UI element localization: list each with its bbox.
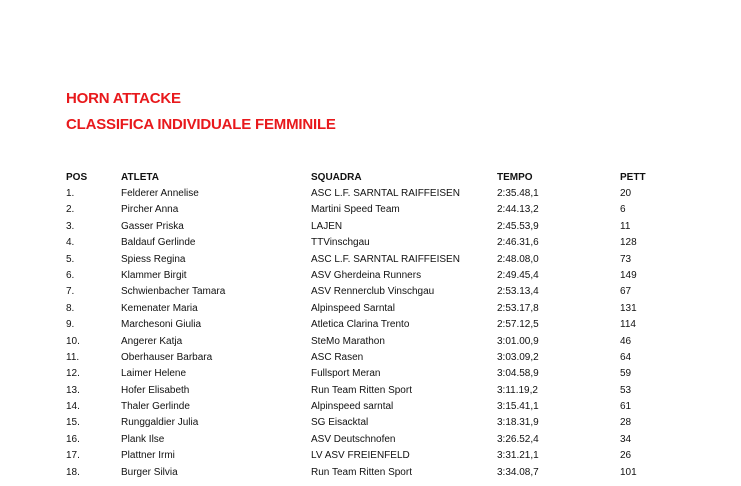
table-header <box>0 170 741 186</box>
cell-team: Run Team Ritten Sport <box>311 384 412 396</box>
cell-pos: 9. <box>66 319 75 331</box>
cell-pos: 14. <box>66 401 80 413</box>
cell-bib: 128 <box>620 237 637 249</box>
cell-athlete: Angerer Katja <box>121 335 183 347</box>
cell-pos: 12. <box>66 368 80 380</box>
cell-bib: 53 <box>620 384 632 396</box>
cell-athlete: Klammer Birgit <box>121 269 187 281</box>
cell-pos: 6. <box>66 269 75 281</box>
cell-time: 3:31.21,1 <box>497 450 539 462</box>
cell-time: 2:57.12,5 <box>497 319 539 331</box>
cell-athlete: Marchesoni Giulia <box>121 319 202 331</box>
cell-team: Fullsport Meran <box>311 368 381 380</box>
cell-bib: 131 <box>620 302 637 314</box>
cell-athlete: Plattner Irmi <box>121 450 175 462</box>
cell-bib: 20 <box>620 188 632 199</box>
cell-pos: 3. <box>66 220 75 232</box>
cell-time: 3:18.31,9 <box>497 417 539 429</box>
table-row <box>0 334 741 350</box>
table-row <box>0 186 741 202</box>
header-time: TEMPO <box>497 172 533 183</box>
header-bib: PETT <box>620 172 646 183</box>
document-subtitle: CLASSIFICA INDIVIDUALE FEMMINILE <box>66 116 336 133</box>
table-body <box>0 186 741 481</box>
cell-athlete: Spiess Regina <box>121 253 186 265</box>
table-row <box>0 252 741 268</box>
cell-bib: 101 <box>620 466 637 478</box>
table-row <box>0 350 741 366</box>
cell-bib: 67 <box>620 286 632 298</box>
table-row <box>0 301 741 317</box>
cell-bib: 114 <box>620 319 636 331</box>
cell-athlete: Runggaldier Julia <box>121 417 199 429</box>
cell-time: 3:15.41,1 <box>497 401 539 413</box>
table-row <box>0 383 741 399</box>
cell-bib: 64 <box>620 351 632 363</box>
cell-team: ASV Rennerclub Vinschgau <box>311 286 435 298</box>
cell-athlete: Gasser Priska <box>121 220 184 232</box>
cell-bib: 34 <box>620 433 632 445</box>
table-row <box>0 268 741 284</box>
table-row <box>0 235 741 251</box>
cell-time: 2:53.17,8 <box>497 302 539 314</box>
cell-time: 2:46.31,6 <box>497 237 539 249</box>
cell-bib: 26 <box>620 450 632 462</box>
cell-team: ASC Rasen <box>311 351 364 363</box>
cell-pos: 4. <box>66 237 75 249</box>
cell-team: ASV Deutschnofen <box>311 433 396 445</box>
cell-team: Run Team Ritten Sport <box>311 466 412 478</box>
cell-pos: 18. <box>66 466 80 478</box>
cell-pos: 16. <box>66 433 80 445</box>
cell-athlete: Thaler Gerlinde <box>121 401 190 413</box>
cell-team: Atletica Clarina Trento <box>311 319 410 331</box>
cell-athlete: Schwienbacher Tamara <box>121 286 226 298</box>
cell-athlete: Baldauf Gerlinde <box>121 237 196 249</box>
table-row <box>0 219 741 235</box>
cell-team: LAJEN <box>311 220 343 232</box>
table-row <box>0 465 741 481</box>
cell-team: SG Eisacktal <box>311 417 369 429</box>
cell-pos: 13. <box>66 384 80 396</box>
cell-bib: 149 <box>620 269 637 281</box>
cell-pos: 15. <box>66 417 80 429</box>
cell-bib: 11 <box>620 220 631 232</box>
cell-time: 2:48.08,0 <box>497 253 539 265</box>
cell-time: 2:35.48,1 <box>497 188 539 199</box>
cell-bib: 61 <box>620 401 632 413</box>
cell-athlete: Oberhauser Barbara <box>121 351 213 363</box>
results-table <box>0 170 741 481</box>
cell-bib: 28 <box>620 417 632 429</box>
header-pos: POS <box>66 172 88 183</box>
cell-team: TTVinschgau <box>311 237 370 249</box>
cell-team: Alpinspeed Sarntal <box>311 302 395 314</box>
cell-athlete: Burger Silvia <box>121 466 178 478</box>
cell-time: 3:26.52,4 <box>497 433 539 445</box>
cell-team: Martini Speed Team <box>311 204 400 216</box>
cell-team: Alpinspeed sarntal <box>311 401 394 413</box>
table-row <box>0 284 741 300</box>
cell-bib: 6 <box>620 204 626 216</box>
cell-team: SteMo Marathon <box>311 335 385 347</box>
cell-athlete: Pircher Anna <box>121 204 179 216</box>
cell-athlete: Kemenater Maria <box>121 302 198 314</box>
table-row <box>0 366 741 382</box>
cell-time: 3:11.19,2 <box>497 384 538 396</box>
cell-time: 2:45.53,9 <box>497 220 539 232</box>
cell-pos: 11. <box>66 351 80 363</box>
table-row <box>0 202 741 218</box>
cell-time: 3:04.58,9 <box>497 368 539 380</box>
cell-time: 3:03.09,2 <box>497 351 539 363</box>
cell-pos: 2. <box>66 204 75 216</box>
cell-bib: 46 <box>620 335 632 347</box>
cell-team: ASC L.F. SARNTAL RAIFFEISEN <box>311 253 460 265</box>
cell-pos: 5. <box>66 253 75 265</box>
table-row <box>0 399 741 415</box>
cell-bib: 59 <box>620 368 632 380</box>
cell-pos: 8. <box>66 302 75 314</box>
cell-team: LV ASV FREIENFELD <box>311 450 410 462</box>
table-row <box>0 448 741 464</box>
cell-time: 3:34.08,7 <box>497 466 539 478</box>
cell-athlete: Hofer Elisabeth <box>121 384 190 396</box>
cell-bib: 73 <box>620 253 632 265</box>
table-row <box>0 317 741 333</box>
cell-athlete: Laimer Helene <box>121 368 187 380</box>
cell-athlete: Plank Ilse <box>121 433 165 445</box>
cell-pos: 10. <box>66 335 80 347</box>
header-athlete: ATLETA <box>121 172 159 183</box>
cell-pos: 17. <box>66 450 80 462</box>
cell-time: 2:44.13,2 <box>497 204 539 216</box>
table-row <box>0 432 741 448</box>
cell-time: 2:49.45,4 <box>497 269 539 281</box>
header-team: SQUADRA <box>311 172 362 183</box>
table-row <box>0 415 741 431</box>
cell-pos: 1. <box>66 188 75 199</box>
cell-time: 3:01.00,9 <box>497 335 539 347</box>
cell-pos: 7. <box>66 286 75 298</box>
cell-athlete: Felderer Annelise <box>121 188 199 199</box>
cell-time: 2:53.13,4 <box>497 286 539 298</box>
cell-team: ASC L.F. SARNTAL RAIFFEISEN <box>311 188 460 199</box>
document-title: HORN ATTACKE <box>66 90 181 107</box>
cell-team: ASV Gherdeina Runners <box>311 269 422 281</box>
